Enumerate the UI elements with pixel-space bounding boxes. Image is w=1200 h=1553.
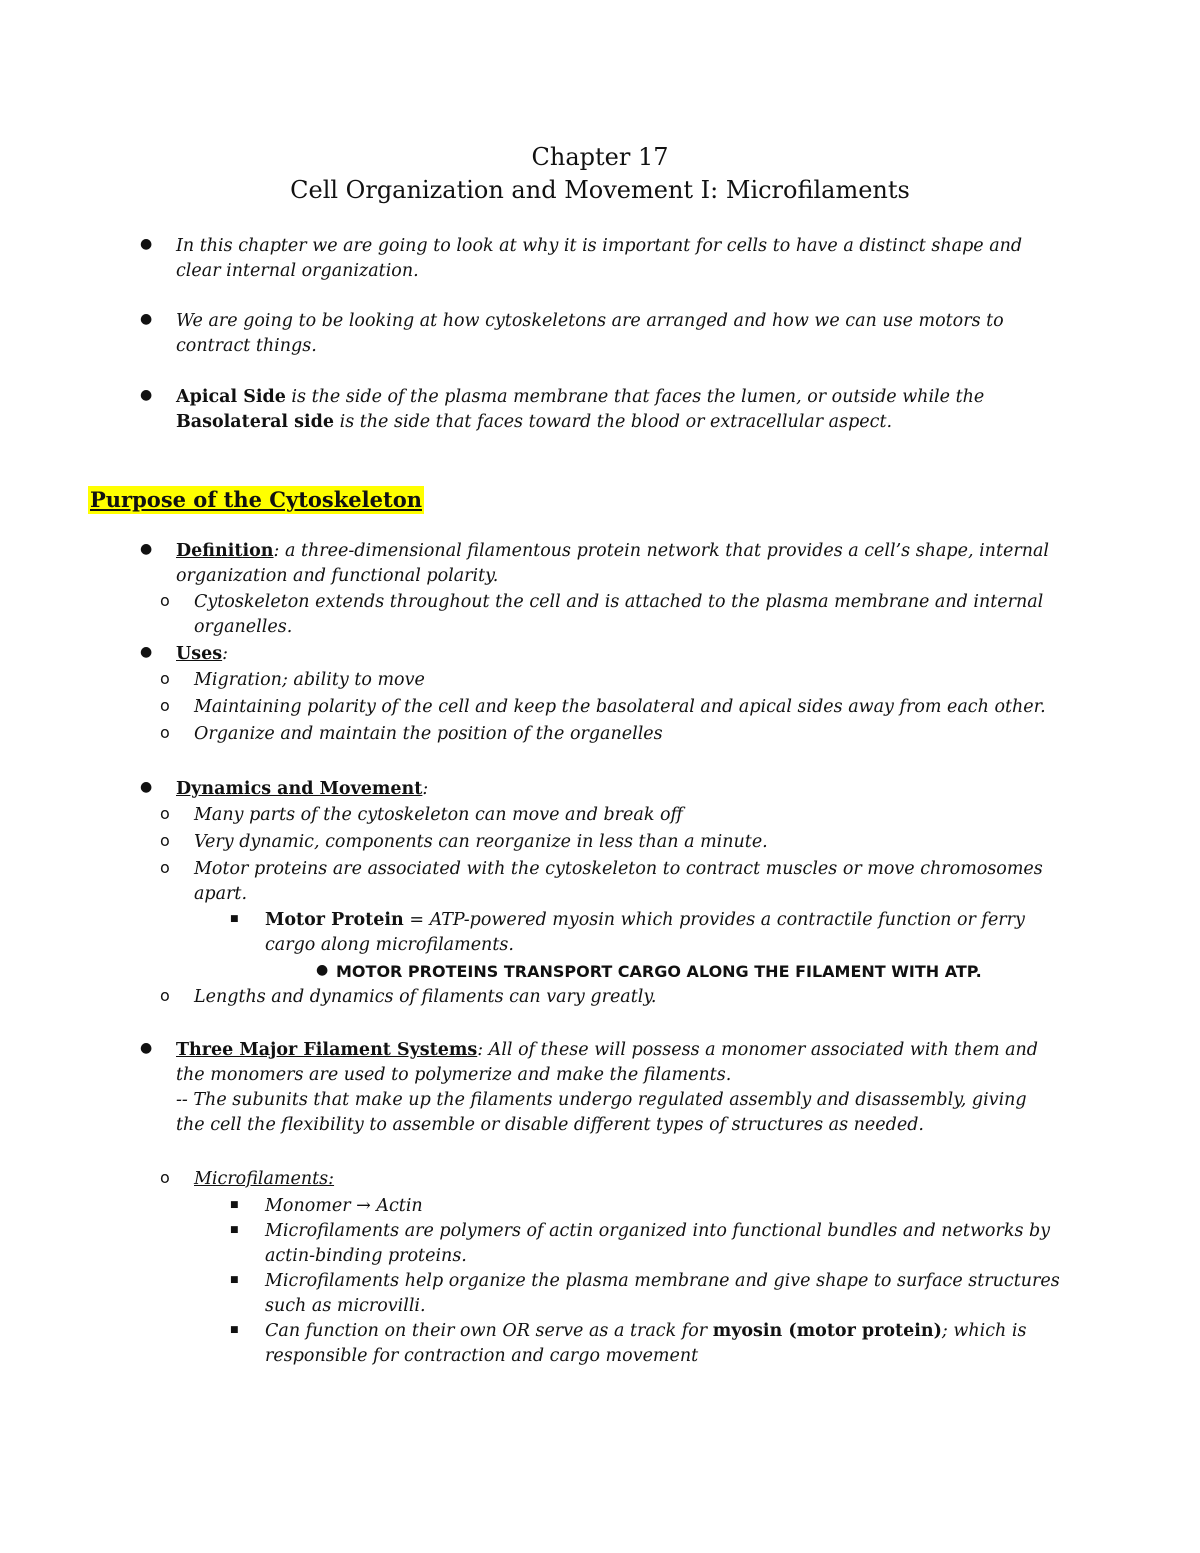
three-systems-text-4: the cell the flexibility to assemble or disable different types of structures as needed.: [176, 1115, 924, 1135]
intro-1-line-1: In this chapter we are going to look at why it is important for cells to have a distinct shape and: [176, 236, 1023, 256]
intro-1-line-2: clear internal organization.: [176, 261, 419, 281]
intro-bullet-3: [176, 385, 984, 435]
dynamics-term: Dynamics and Movement: [176, 779, 423, 799]
square-bullet-icon: ■: [230, 1225, 239, 1235]
sub-bullet-icon: o: [160, 858, 170, 877]
three-systems-text-3: -- The subunits that make up the filaments undergo regulated assembly and disassembly, giving: [176, 1090, 1027, 1110]
micro-item-membrane: [265, 1269, 1060, 1319]
basolateral-side-text: is the side that faces toward the blood or extracellular aspect.: [334, 412, 893, 432]
dynamics-colon: :: [422, 779, 429, 799]
sub-bullet-icon: o: [160, 591, 170, 610]
micro-item-myosin-line-2: responsible for contraction and cargo movement: [265, 1346, 699, 1366]
uses-item: Migration; ability to move: [194, 670, 425, 690]
definition-sub-line-1: Cytoskeleton extends throughout the cell and is attached to the plasma membrane and internal: [194, 592, 1044, 612]
motor-protein-equals: =: [403, 910, 430, 930]
square-bullet-icon: ■: [230, 914, 239, 924]
sub-bullet-icon: o: [160, 986, 170, 1005]
uses-item: Organize and maintain the position of the organelles: [194, 724, 663, 744]
dynamics-item: Many parts of the cytoskeleton can move and break off: [194, 805, 683, 825]
chapter-number: Chapter 17: [531, 143, 669, 171]
sub-bullet-icon: o: [160, 696, 170, 715]
motor-protein-text-1: ATP-powered myosin which provides a contractile function or ferry: [429, 910, 1025, 930]
definition-text-2: organization and functional polarity.: [176, 566, 499, 586]
bullet-icon: ●: [140, 311, 153, 327]
dynamics-motor-line-2: apart.: [194, 884, 248, 904]
micro-item-monomer: Monomer → Actin: [265, 1196, 423, 1216]
micro-item-myosin: [265, 1319, 1026, 1369]
bullet-icon: ●: [140, 779, 153, 795]
micro-item-polymers-line-1: Microfilaments are polymers of actin organized into functional bundles and networks by: [265, 1221, 1051, 1241]
micro-item-myosin-pre: Can function on their own OR serve as a track for: [265, 1321, 713, 1341]
uses-item: Maintaining polarity of the cell and keep the basolateral and apical sides away from each other.: [194, 697, 1046, 717]
dynamics-bullet: [176, 777, 428, 802]
bullet-icon: ●: [140, 236, 153, 252]
three-systems-text-2: the monomers are used to polymerize and make the filaments.: [176, 1065, 732, 1085]
microfilaments-label: [194, 1167, 334, 1192]
dynamics-item: Very dynamic, components can reorganize in less than a minute.: [194, 832, 768, 852]
square-bullet-icon: ■: [230, 1200, 239, 1210]
sub-bullet-icon: o: [160, 804, 170, 823]
chapter-title: Cell Organization and Movement I: Microfilaments: [290, 176, 910, 204]
dynamics-item: Lengths and dynamics of filaments can vary greatly.: [194, 987, 657, 1007]
three-systems-bullet: [176, 1038, 1038, 1138]
intro-2-line-1: We are going to be looking at how cytoskeletons are arranged and how we can use motors to: [176, 311, 1004, 331]
bullet-icon: ●: [140, 541, 153, 557]
definition-bullet: [176, 539, 1049, 589]
motor-proteins-note: MOTOR PROTEINS TRANSPORT CARGO ALONG THE FILAMENT WITH ATP.: [336, 962, 982, 981]
definition-sub-bullet: [194, 590, 1043, 640]
myosin-term: myosin (motor protein): [712, 1321, 942, 1341]
bullet-icon: ●: [140, 644, 153, 660]
three-systems-term: Three Major Filament Systems: [176, 1040, 478, 1060]
dynamics-motor-item: [194, 857, 1043, 907]
uses-colon: :: [222, 644, 229, 664]
dynamics-motor-line-1: Motor proteins are associated with the cytoskeleton to contract muscles or move chromosomes: [194, 859, 1043, 879]
basolateral-side-term: Basolateral side: [176, 412, 335, 432]
bullet-icon: ●: [316, 962, 329, 978]
micro-item-polymers: [265, 1219, 1050, 1269]
micro-item-polymers-line-2: actin-binding proteins.: [265, 1246, 467, 1266]
bullet-icon: ●: [140, 1040, 153, 1056]
micro-item-membrane-line-2: such as microvilli.: [265, 1296, 426, 1316]
motor-protein-text-2: cargo along microfilaments.: [265, 935, 514, 955]
definition-text-1: : a three-dimensional filamentous protein network that provides a cell’s shape, internal: [273, 541, 1049, 561]
intro-bullet-2: [176, 309, 1004, 359]
definition-term: Definition: [176, 541, 274, 561]
sub-bullet-icon: o: [160, 1168, 170, 1187]
micro-item-myosin-post: ; which is: [941, 1321, 1027, 1341]
motor-protein-item: [265, 908, 1025, 958]
intro-2-line-2: contract things.: [176, 336, 317, 356]
three-systems-text-1: : All of these will possess a monomer associated with them and: [477, 1040, 1039, 1060]
uses-bullet: [176, 642, 228, 667]
bullet-icon: ●: [140, 387, 153, 403]
micro-item-membrane-line-1: Microfilaments help organize the plasma membrane and give shape to surface structures: [265, 1271, 1060, 1291]
sub-bullet-icon: o: [160, 669, 170, 688]
apical-side-term: Apical Side: [176, 387, 286, 407]
microfilaments-text: Microfilaments:: [194, 1169, 335, 1189]
section-heading: Purpose of the Cytoskeleton: [90, 487, 422, 512]
motor-protein-term: Motor Protein: [265, 910, 404, 930]
sub-bullet-icon: o: [160, 831, 170, 850]
intro-bullet-1: [176, 234, 1022, 284]
square-bullet-icon: ■: [230, 1275, 239, 1285]
uses-term: Uses: [176, 644, 223, 664]
apical-side-text: is the side of the plasma membrane that faces the lumen, or outside while the: [285, 387, 985, 407]
square-bullet-icon: ■: [230, 1325, 239, 1335]
sub-bullet-icon: o: [160, 723, 170, 742]
definition-sub-line-2: organelles.: [194, 617, 293, 637]
